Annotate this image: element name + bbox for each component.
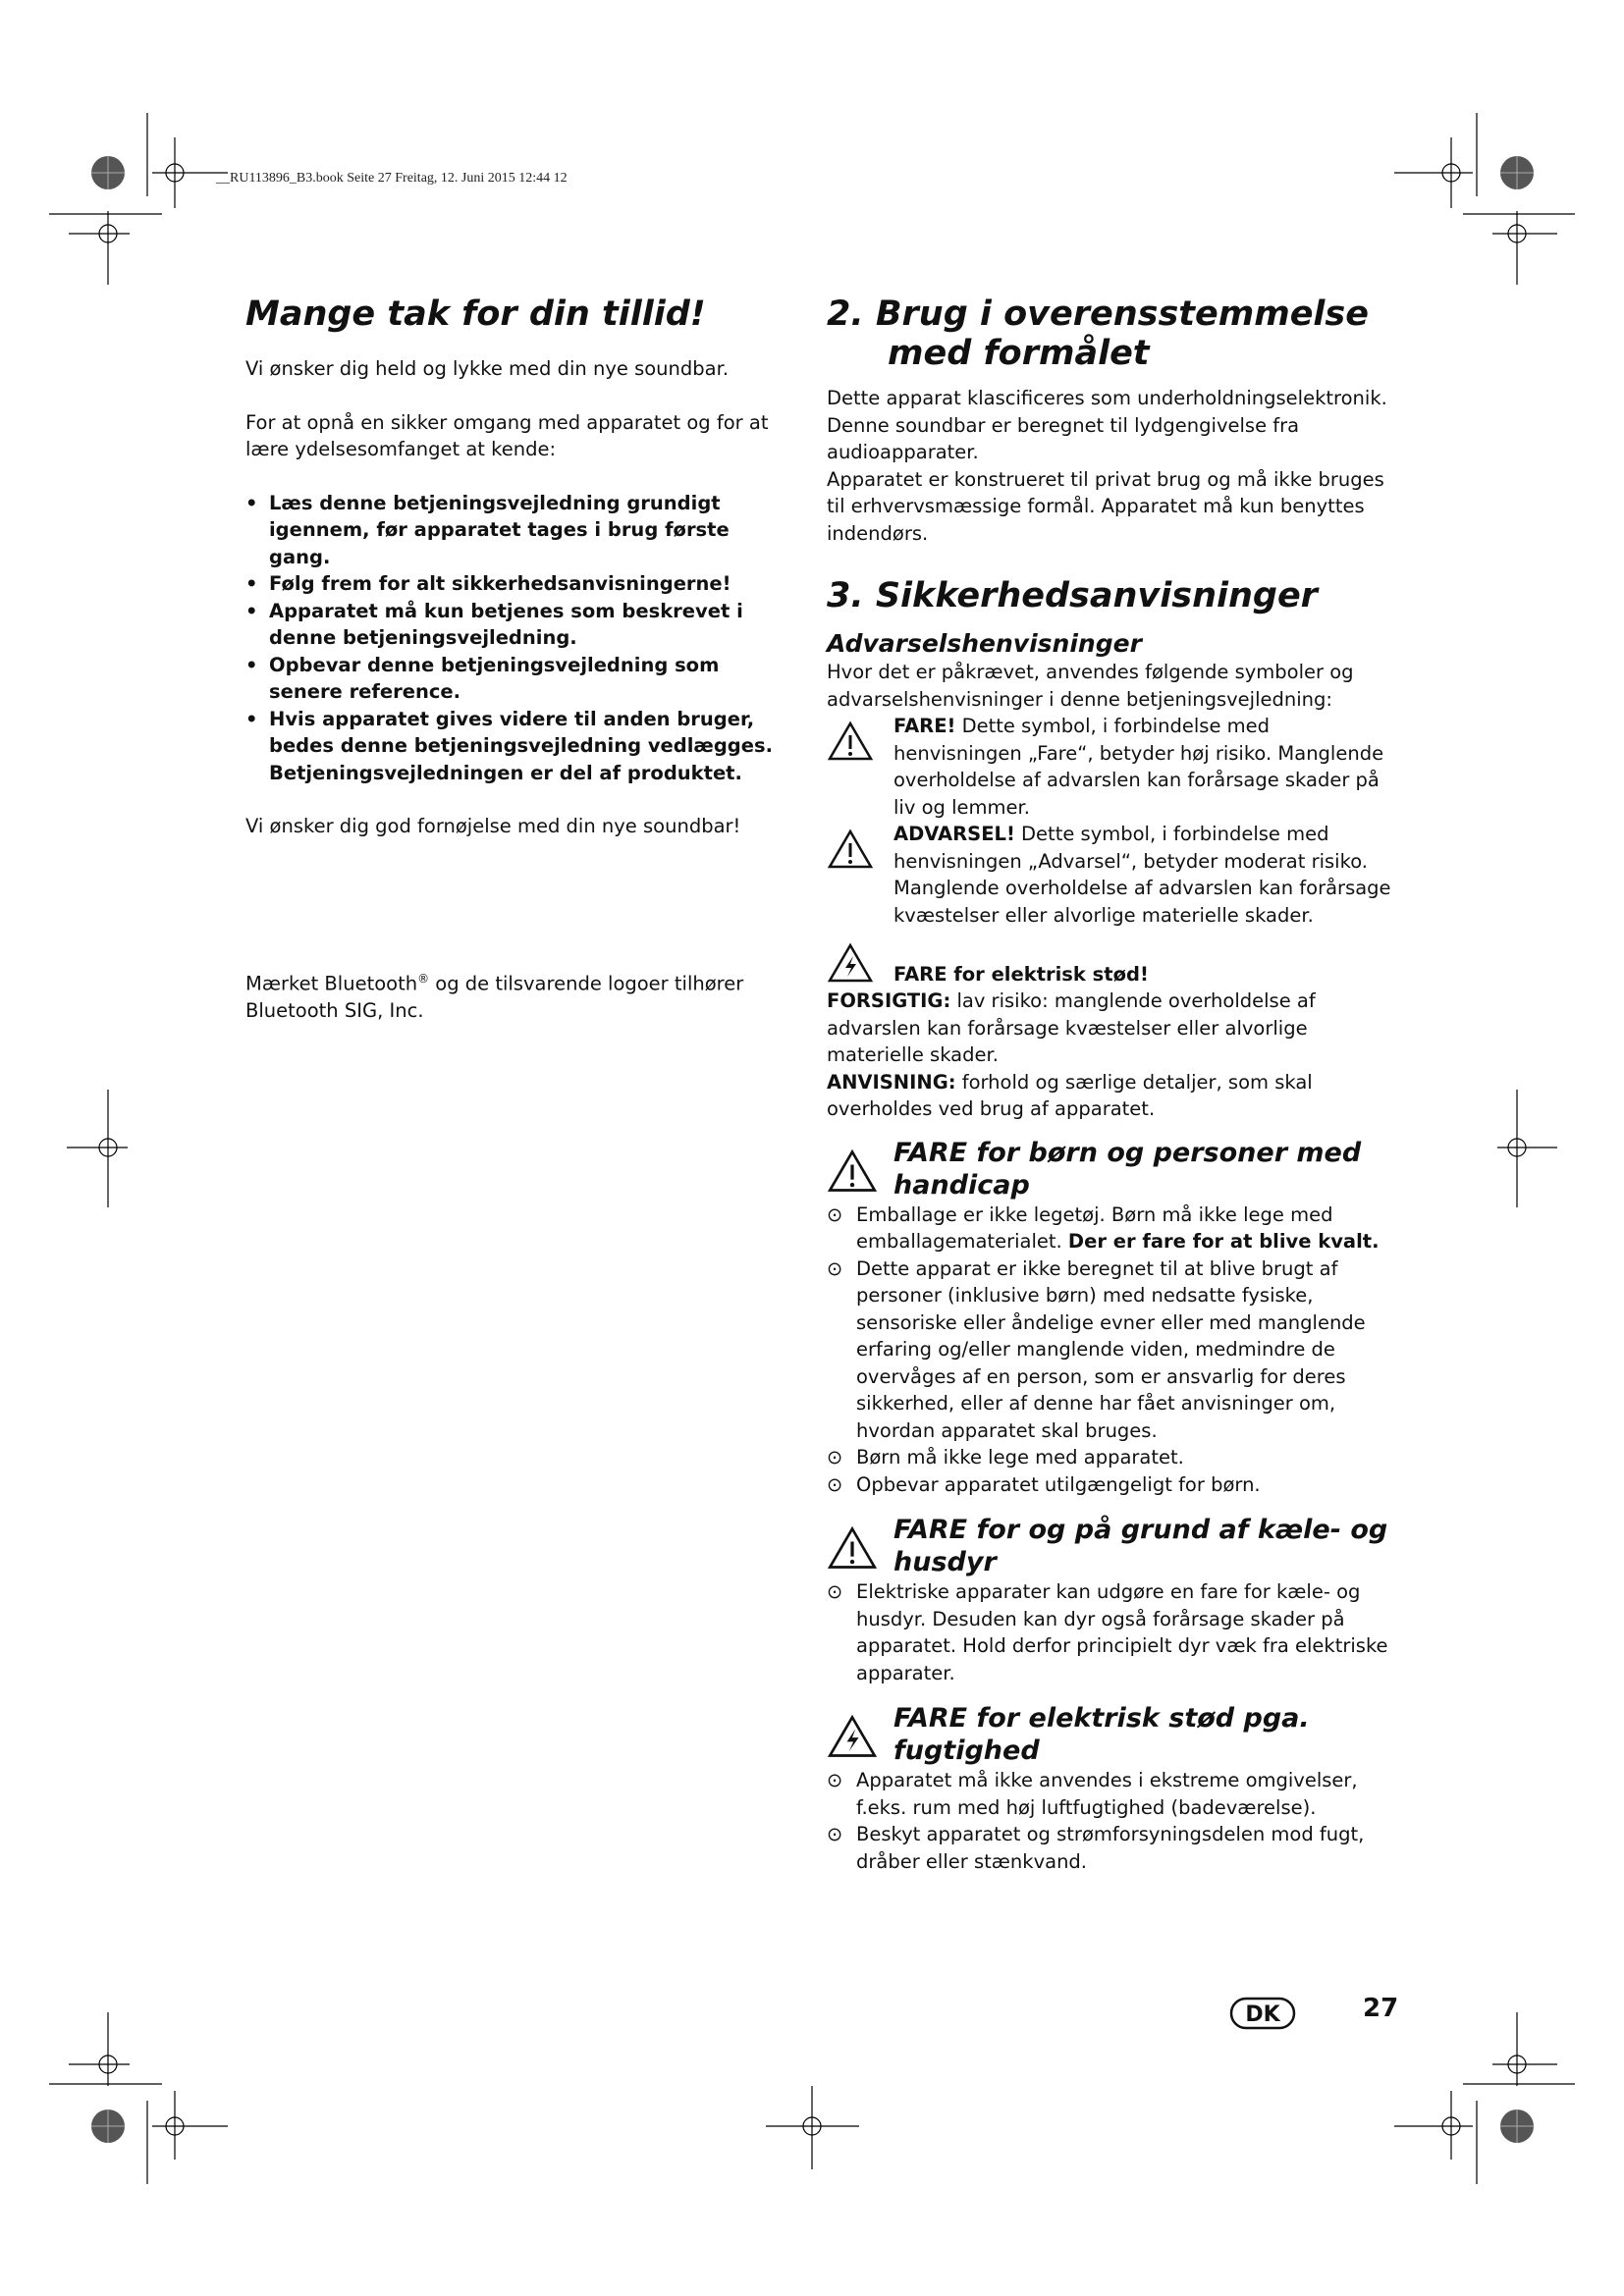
- anvisning-definition: [827, 1069, 1391, 1123]
- right-column: [827, 294, 1391, 1875]
- list-item: • Apparatet må kun betjenes som beskrevet i denne betjeningsvejledning.: [245, 598, 795, 652]
- list-item: ⊙ Apparatet må ikke anvendes i ekstreme omgivelser, f.eks. rum med høj luftfugtighed (badeværelse).: [827, 1767, 1391, 1821]
- list-item: ⊙ Opbevar apparatet utilgængeligt for børn.: [827, 1471, 1391, 1499]
- list-item: • Hvis apparatet gives videre til anden bruger, bedes denne betjeningsvejledning vedlægges. Betjeningsvejledningen er del af produktet.: [245, 706, 795, 787]
- children-item-1-text: Emballage er ikke legetøj. Børn må ikke lege med emballagematerialet.: [856, 1202, 1333, 1253]
- country-badge: [1229, 1996, 1296, 2035]
- page-number: 27: [1363, 1994, 1399, 2023]
- forsigtig-text: lav risiko: manglende overholdelse af advarslen kan forårsage kvæstelser eller alvorlige materielle skader.: [827, 989, 1316, 1066]
- advarsel-text: Dette symbol, i forbindelse med henvisningen „Advarsel“, betyder moderat risiko. Manglende overholdelse af advarslen kan forårsage kvæstelser eller alvorlige materielle skader.: [893, 823, 1391, 927]
- closing-paragraph: Vi ønsker dig god fornøjelse med din nye soundbar!: [245, 815, 741, 837]
- children-item-1-bold: Der er fare for at blive kvalt.: [1067, 1230, 1380, 1253]
- forsigtig-definition: [827, 988, 1391, 1069]
- left-column: [245, 294, 795, 1024]
- warning-electric: [827, 942, 1391, 988]
- bluetooth-note-suffix: og de tilsvarende logoer tilhører Bluetooth SIG, Inc.: [245, 972, 744, 1022]
- warning-triangle-icon: [827, 1514, 893, 1575]
- warning-triangle-icon: [827, 713, 893, 766]
- anvisning-label: ANVISNING:: [827, 1070, 956, 1094]
- forsigtig-label: FORSIGTIG:: [827, 989, 951, 1012]
- list-item: ⊙ Elektriske apparater kan udgøre en fare for kæle- og husdyr. Desuden kan dyr også forårsage skader på apparatet. Hold derfor principielt dyr væk fra elektriske apparater.: [827, 1578, 1391, 1686]
- moisture-heading-block: [827, 1702, 1391, 1767]
- pets-heading: FARE for og på grund af kæle- og husdyr: [893, 1515, 1388, 1577]
- registered-mark: ®: [417, 971, 430, 986]
- list-item: ⊙ Dette apparat er ikke beregnet til at blive brugt af personer (inklusive børn) med nedsatte fysiske, sensoriske eller åndelige evner eller med manglende erfaring og/eller manglende viden, medmindre de overvåges af en person, som er ansvarlig for deres sikkerhed, eller af denne har fået anvisninger om, hvordan apparatet skal bruges.: [827, 1255, 1391, 1445]
- children-heading: FARE for børn og personer med handicap: [893, 1137, 1362, 1201]
- warning-fare: [827, 713, 1391, 821]
- pets-heading-block: [827, 1514, 1391, 1578]
- list-item: • Opbevar denne betjeningsvejledning som senere reference.: [245, 652, 795, 706]
- section-2-paragraph-2: Apparatet er konstrueret til privat brug og må ikke bruges til erhvervsmæssige formål. Apparatet må kun benyttes indendørs.: [827, 467, 1384, 545]
- instruction-list: [245, 490, 795, 787]
- warnings-intro: Hvor det er påkrævet, anvendes følgende symboler og advarselshenvisninger i denne betjeningsvejledning:: [827, 661, 1354, 711]
- section-2-paragraph-1: Dette apparat klascificeres som underholdningselektronik. Denne soundbar er beregnet til lydgengivelse fra audioapparater.: [827, 387, 1387, 463]
- page-title: Mange tak for din tillid!: [245, 294, 706, 334]
- bluetooth-note-prefix: Mærket Bluetooth: [245, 972, 418, 994]
- list-item: ⊙ Børn må ikke lege med apparatet.: [827, 1444, 1391, 1471]
- fare-text: Dette symbol, i forbindelse med henvisningen „Fare“, betyder høj risiko. Manglende overholdelse af advarslen kan forårsage skader på liv og lemmer.: [893, 715, 1384, 819]
- list-item: • Læs denne betjeningsvejledning grundigt igennem, før apparatet tages i brug første gang.: [245, 490, 795, 571]
- list-item: ⊙ Beskyt apparatet og strømforsyningsdelen mod fugt, dråber eller stænkvand.: [827, 1821, 1391, 1875]
- electric-label: FARE for elektrisk stød!: [893, 962, 1149, 986]
- list-item: [827, 1201, 1391, 1255]
- advarsel-definition: [893, 821, 1391, 929]
- book-slug: __RU113896_B3.book Seite 27 Freitag, 12. Juni 2015 12:44 12: [216, 171, 568, 186]
- warning-triangle-icon: [827, 1137, 893, 1198]
- anvisning-text: forhold og særlige detaljer, som skal overholdes ved brug af apparatet.: [827, 1070, 1313, 1120]
- electric-warning-icon: [827, 942, 893, 988]
- fare-label: FARE!: [893, 715, 956, 737]
- advarsel-label: ADVARSEL!: [893, 823, 1015, 845]
- fare-definition: [893, 713, 1391, 821]
- section-2-title: 2. Brug i overensstemmelse med formålet: [827, 294, 1370, 373]
- electric-warning-icon: [827, 1702, 893, 1763]
- children-heading-block: [827, 1137, 1391, 1201]
- list-item: • Følg frem for alt sikkerhedsanvisningerne!: [245, 570, 795, 598]
- purpose-paragraph: For at opnå en sikker omgang med apparatet og for at lære ydelsesomfanget at kende:: [245, 410, 769, 460]
- country-code: DK: [1245, 2002, 1280, 2027]
- moisture-list: [827, 1767, 1391, 1875]
- moisture-heading: FARE for elektrisk stød pga. fugtighed: [893, 1703, 1310, 1766]
- bluetooth-note: [245, 966, 795, 1025]
- warnings-subtitle: Advarselshenvisninger: [827, 629, 1142, 658]
- section-3-title: 3. Sikkerhedsanvisninger: [827, 576, 1318, 615]
- children-list: [827, 1201, 1391, 1499]
- warning-triangle-icon: [827, 821, 893, 874]
- pets-list: [827, 1578, 1391, 1686]
- warning-advarsel: [827, 821, 1391, 929]
- intro-paragraph: Vi ønsker dig held og lykke med din nye soundbar.: [245, 357, 730, 380]
